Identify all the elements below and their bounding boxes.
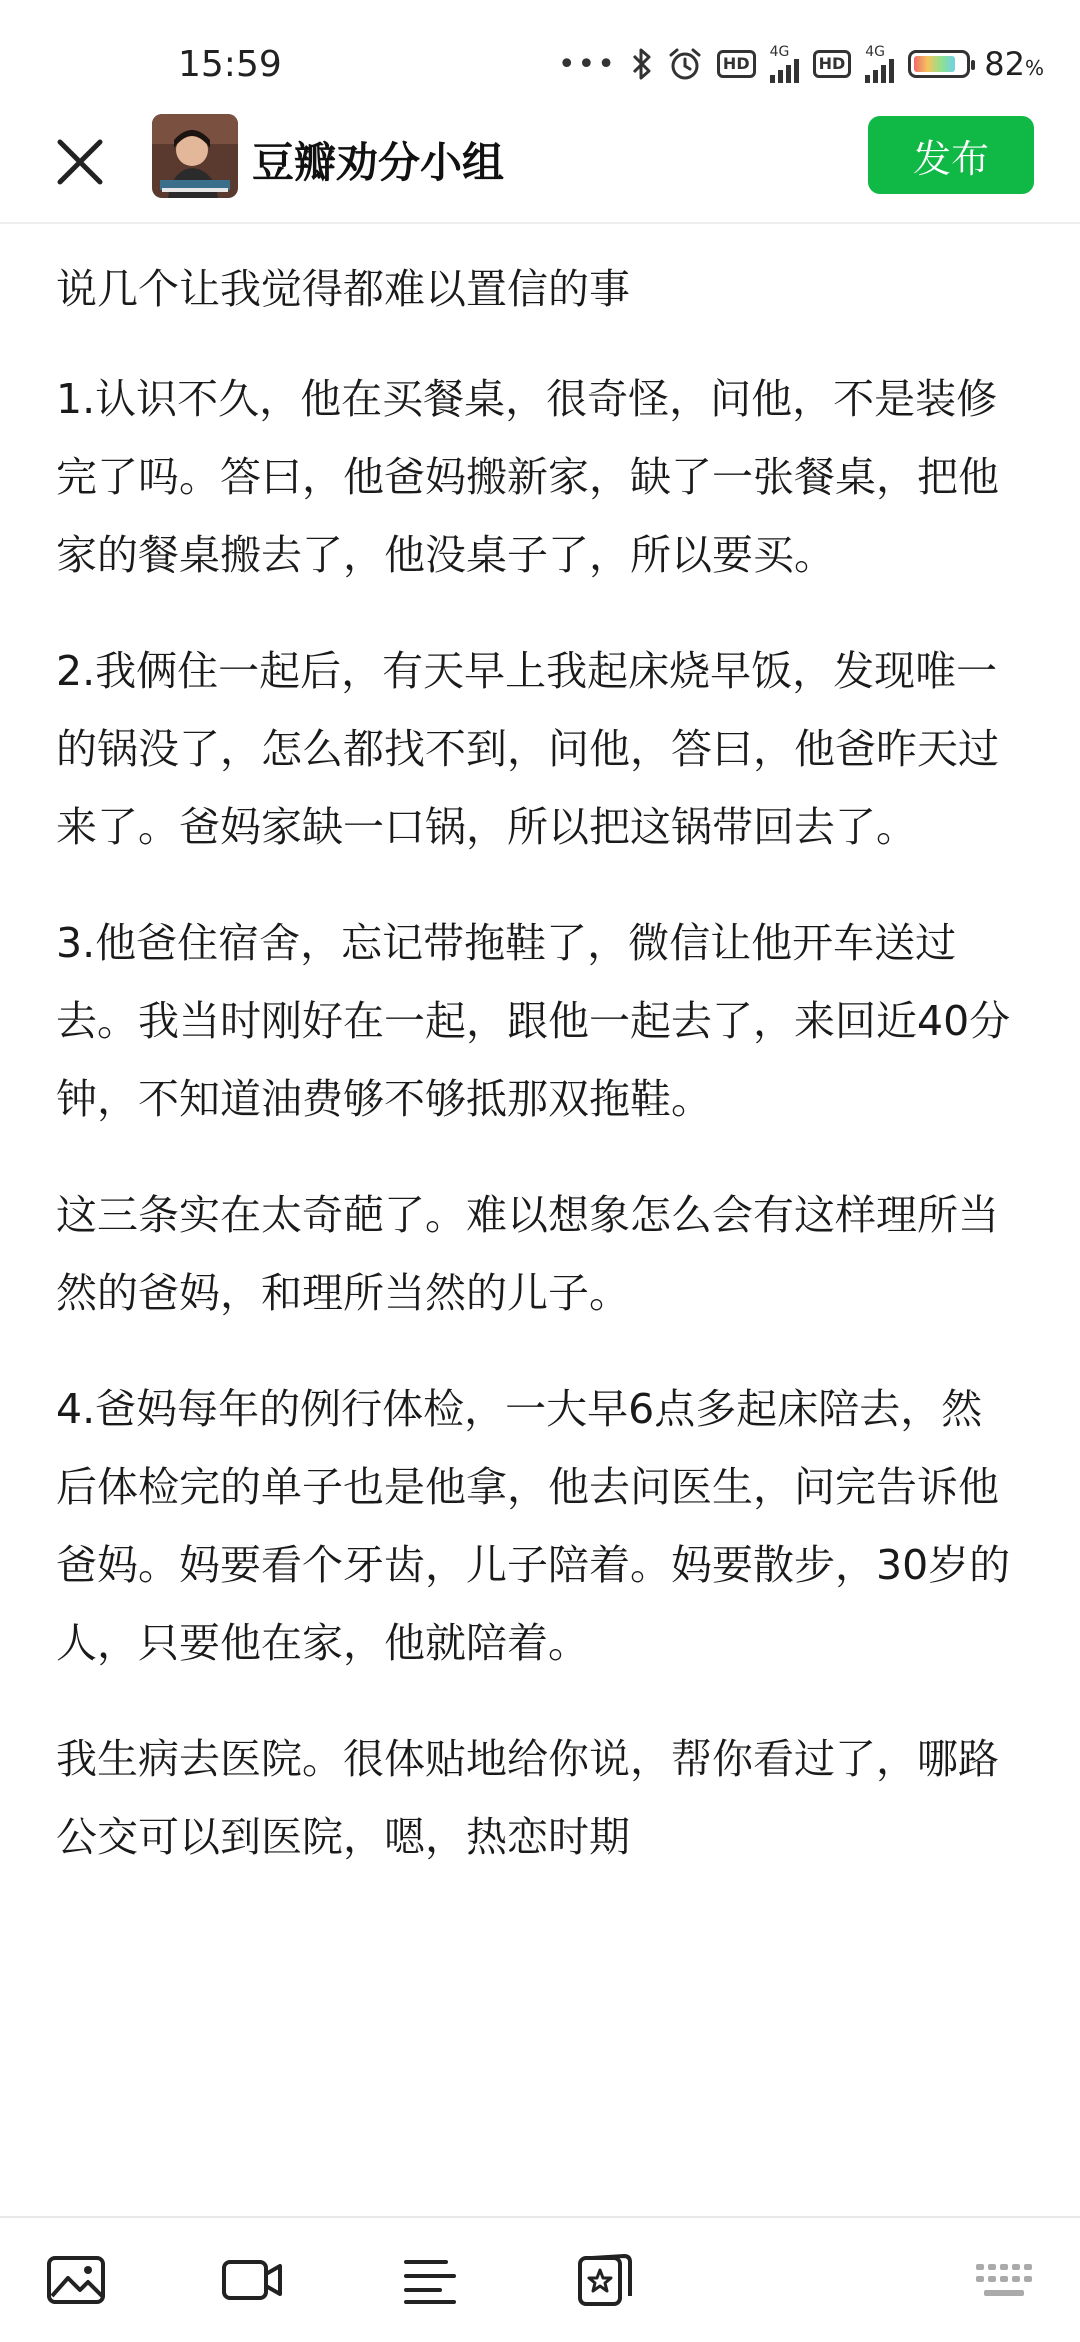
signal-right-icon (865, 45, 894, 83)
sticker-icon[interactable] (572, 2250, 636, 2310)
status-time: 15:59 (178, 44, 282, 85)
more-dots-icon: ••• (557, 46, 617, 82)
post-body-editor[interactable] (56, 250, 1016, 2210)
network-type-left: 4G (769, 44, 790, 60)
status-bar (0, 0, 1080, 110)
network-type-right: 4G (865, 44, 886, 60)
battery-percent: 82% (984, 45, 1044, 83)
hd-badge-left: HD (717, 50, 756, 78)
close-icon[interactable] (50, 132, 110, 192)
publish-button[interactable]: 发布 (868, 116, 1034, 194)
post-paragraph: 1.认识不久，他在买餐桌，很奇怪，问他，不是装修完了吗。答曰，他爸妈搬新家，缺了一张餐桌，把他家的餐桌搬去了，他没桌子了，所以要买。 (56, 375, 999, 579)
battery-icon (908, 50, 970, 78)
video-icon[interactable] (220, 2250, 284, 2310)
keyboard-icon[interactable] (972, 2250, 1036, 2310)
image-icon[interactable] (44, 2250, 108, 2310)
post-paragraph: 2.我俩住一起后，有天早上我起床烧早饭，发现唯一的锅没了，怎么都找不到，问他，答曰，他爸昨天过来了。爸妈家缺一口锅，所以把这锅带回去了。 (56, 647, 999, 851)
post-paragraph: 我生病去医院。很体贴地给你说，帮你看过了，哪路公交可以到医院，嗯，热恋时期 (56, 1735, 999, 1861)
editor-header (0, 110, 1080, 224)
post-paragraph: 3.他爸住宿舍，忘记带拖鞋了，微信让他开车送过去。我当时刚好在一起，跟他一起去了，来回近40分钟，不知道油费够不够抵那双拖鞋。 (56, 919, 1011, 1123)
bottom-toolbar (0, 2216, 1080, 2342)
signal-left-icon (770, 45, 799, 83)
post-paragraph: 这三条实在太奇葩了。难以想象怎么会有这样理所当然的爸妈，和理所当然的儿子。 (56, 1191, 999, 1317)
hd-badge-right: HD (813, 50, 852, 78)
group-avatar (152, 114, 238, 198)
group-title[interactable]: 豆瓣劝分小组 (252, 138, 505, 187)
alarm-icon (667, 46, 703, 82)
format-icon[interactable] (398, 2250, 462, 2310)
status-icons (558, 40, 1044, 88)
post-paragraph: 4.爸妈每年的例行体检，一大早6点多起床陪去，然后体检完的单子也是他拿，他去问医生，问完告诉他爸妈。妈要看个牙齿，儿子陪着。妈要散步，30岁的人，只要他在家，他就陪着。 (56, 1385, 1011, 1667)
bluetooth-icon (631, 47, 653, 81)
post-paragraph: 说几个让我觉得都难以置信的事 (56, 265, 630, 313)
